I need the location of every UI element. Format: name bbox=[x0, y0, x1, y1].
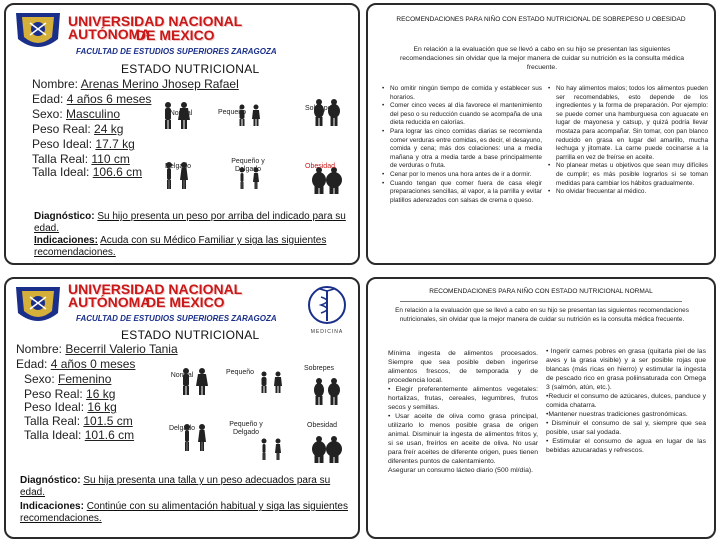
recommendations-left-column bbox=[388, 349, 538, 475]
recommendations-title: RECOMENDACIONES PARA NIÑO CON ESTADO NUTRICIONAL DE SOBREPESO U OBESIDAD bbox=[396, 16, 686, 23]
category-sobrepeso-label: Sobrepes bbox=[304, 365, 334, 372]
faculty-name: FACULTAD DE ESTUDIOS SUPERIORES ZARAGOZA bbox=[76, 314, 277, 323]
recommendations-title: RECOMENDACIONES PARA NIÑO CON ESTADO NUTRICIONAL NORMAL bbox=[429, 288, 653, 295]
talla-real-row: Talla Real: 110 cm bbox=[32, 152, 130, 166]
indicaciones-text: Continúe con su alimentación habitual y siga las siguientes recomendaciones. bbox=[20, 501, 348, 524]
list-item: •Reducir el consumo de azúcares, dulces, panduce y comida chatarra. bbox=[546, 393, 706, 409]
indicaciones-block: Indicaciones: Acuda con su Médico Familiar y siga las siguientes recomendaciones. bbox=[34, 235, 327, 258]
list-item: • Ingerir carnes pobres en grasa (quitarla piel de las aves y la grasa visible) y a ser posible rojas que blancas (más ricas en hierro) y estimular la ingesta de pescado rico en grasa poliinsaturada con Omega 3 (salmón, atún, etc.). bbox=[546, 348, 706, 391]
nutrition-card-1 bbox=[4, 3, 360, 265]
list-item: • Disminuir el consumo de sal y, siempre que sea posible, usar sal yodada. bbox=[546, 420, 706, 436]
unam-crest-icon bbox=[10, 283, 66, 329]
talla-real-row: Talla Real: 101.5 cm bbox=[24, 414, 133, 428]
diagnostico-text: Su hijo presenta un peso por arriba del indicado para su edad. bbox=[34, 211, 346, 234]
indicaciones-block: Indicaciones: Continúe con su alimentación habitual y siga las siguientes recomendaciones. bbox=[20, 501, 348, 524]
talla-ideal-value: 106.6 cm bbox=[92, 165, 143, 179]
child-silhouette-icon bbox=[174, 366, 214, 396]
nutrition-card-2 bbox=[4, 277, 360, 539]
edad-value: 4 años 6 meses bbox=[66, 92, 152, 106]
category-pequeno-delgado-label: Pequeño y Delgado bbox=[231, 158, 265, 173]
talla-real-value: 101.5 cm bbox=[83, 414, 133, 428]
list-item: Mínima ingesta de alimentos procesados. Siempre que sea posible deben ingerirse alimentos frescos, de temporada y de procedencia local. bbox=[388, 350, 538, 384]
edad-row: Edad: 4 años 6 meses bbox=[32, 92, 152, 106]
list-item: •Mantener nuestras tradiciones gastronómicas. bbox=[546, 411, 688, 418]
title-divider bbox=[400, 301, 682, 302]
category-normal-label: Normal bbox=[170, 372, 194, 379]
peso-ideal-value: 17.7 kg bbox=[95, 137, 135, 151]
recommendations-intro: En relación a la evaluación que se llevó a cabo en su hijo se presentan las siguientes recomendaciones sin olvidar que la mejor manera de cuidar su nutrición es la consulta médica frecuente. bbox=[399, 46, 685, 71]
peso-real-row: Peso Real: 16 kg bbox=[24, 387, 116, 401]
list-item: • Cenar por lo menos una hora antes de ir a dormir. bbox=[382, 171, 542, 180]
nombre-row: Nombre: Arenas Merino Jhosep Rafael bbox=[32, 77, 239, 91]
sexo-value: Femenino bbox=[58, 372, 112, 386]
list-item: • No omitir ningún tiempo de comida y establecer sus horarios. bbox=[382, 85, 542, 102]
university-name-line1: UNIVERSIDAD NACIONAL AUTÓNOMA bbox=[68, 281, 242, 310]
diagnostico-text: Su hija presenta una talla y un peso adecuados para su edad. bbox=[20, 475, 331, 498]
list-item: • No planear metas u objetivos que sean muy difíciles de cumplir; es más posible lograrlos si se toman medidas para cambiar los hábitos gradualmente. bbox=[548, 162, 708, 188]
obese-child-silhouette-icon bbox=[306, 434, 346, 464]
recommendations-intro: En relación a la evaluación que se llevó a cabo en su hijo se presentan las siguientes recomendaciones nutricionales, sin olvidar que la mejor manera de cuidar su nutrición es la consulta médica frecuente. bbox=[395, 307, 689, 323]
list-item: • Cuando tengan que comer fuera de casa elegir preparaciones sencillas, al vapor, a la parrilla y evitar platillos aderezados con salsas de crema o queso. bbox=[382, 180, 542, 206]
overweight-child-silhouette-icon bbox=[306, 376, 346, 406]
category-delgado-label: Delgado bbox=[164, 163, 192, 170]
category-obesidad-label: Obesidad bbox=[305, 163, 335, 170]
sexo-value: Masculino bbox=[66, 107, 121, 121]
diagnostico-block: Diagnóstico: Su hijo presenta un peso por arriba del indicado para su edad. bbox=[34, 211, 346, 234]
medicina-label: MEDICINA bbox=[310, 329, 344, 335]
edad-value: 4 años 0 meses bbox=[50, 357, 136, 371]
talla-ideal-row: Talla Ideal: 106.6 cm bbox=[32, 165, 143, 179]
nombre-row: Nombre: Becerril Valerio Tania bbox=[16, 342, 178, 356]
list-item: • No olvidar frecuentar al médico. bbox=[548, 188, 708, 197]
category-obesidad-label: Obesidad bbox=[307, 422, 337, 429]
sexo-row: Sexo: Femenino bbox=[24, 372, 112, 386]
peso-ideal-row: Peso Ideal: 17.7 kg bbox=[32, 137, 135, 151]
peso-real-row: Peso Real: 24 kg bbox=[32, 122, 124, 136]
nombre-value: Arenas Merino Jhosep Rafael bbox=[80, 77, 239, 91]
list-item: • No hay alimentos malos; todos los alimentos pueden ser recomendables, esto depende de los ingredientes y la forma de preparación. Por ejemplo: se puede comer una hamburguesa con aguacate en lugar de mayonesa y catsup, y quizá podría llevar mostaza para acompañar. Sin tomar, con pan blanco reducido en grasa en lugar del amarillo, mucha lechuga y jitomate. La carne puede cocinarse a la parrilla en vez de freírse en aceite. bbox=[548, 85, 708, 162]
category-pequeno-delgado-label: Pequeño y Delgado bbox=[229, 421, 263, 436]
sexo-row: Sexo: Masculino bbox=[32, 107, 121, 121]
recommendations-panel-overweight bbox=[366, 3, 716, 265]
talla-ideal-row: Talla Ideal: 101.6 cm bbox=[24, 428, 135, 442]
list-item: • Comer cinco veces al día favorece el mantenimiento del peso o su reducción cuando se acompaña de una dieta reducida en calorías. bbox=[382, 102, 542, 128]
list-item: • Elegir preferentemente alimentos vegetales: hortalizas, frutas, cereales, legumbres, frutos secos y semillas. bbox=[388, 386, 538, 411]
list-item: • Estimular el consumo de agua en lugar de las bebidas azucaradas y refrescos. bbox=[546, 438, 706, 454]
peso-ideal-value: 16 kg bbox=[87, 400, 117, 414]
category-sobrepeso-label: Sobrepes bbox=[305, 105, 335, 112]
talla-ideal-value: 101.6 cm bbox=[84, 428, 135, 442]
indicaciones-text: Acuda con su Médico Familiar y siga las siguientes recomendaciones. bbox=[34, 235, 327, 258]
faculty-name: FACULTAD DE ESTUDIOS SUPERIORES ZARAGOZA bbox=[76, 47, 277, 56]
diagnostico-block: Diagnóstico: Su hija presenta una talla y un peso adecuados para su edad. bbox=[20, 475, 331, 498]
talla-real-value: 110 cm bbox=[91, 152, 130, 166]
recommendations-right-column bbox=[546, 347, 706, 455]
nombre-value: Becerril Valerio Tania bbox=[65, 342, 178, 356]
list-item: • Para lograr las cinco comidas diarias se recomienda comer verduras entre comidas, es decir, el desayuno, comida y cena; más dos colaciones: una a media mañana y otra a media tarde a base principalmente de verduras o fruta. bbox=[382, 128, 542, 171]
edad-row: Edad: 4 años 0 meses bbox=[16, 357, 136, 371]
unam-crest-icon bbox=[10, 9, 66, 55]
peso-ideal-row: Peso Ideal: 16 kg bbox=[24, 400, 117, 414]
university-name-line2: DE MEXICO bbox=[136, 27, 215, 43]
estado-nutricional-title: ESTADO NUTRICIONAL bbox=[121, 62, 260, 76]
university-name-line1: UNIVERSIDAD NACIONAL AUTÓNOMA bbox=[68, 13, 242, 42]
category-delgado-label: Delgado bbox=[168, 425, 196, 432]
list-item: • Usar aceite de oliva como grasa principal, utilizarlo lo menos posible grasa de origen animal. Disminuir la ingesta de alimentos fritos y, si se usan, freírlos en aceite de oliva. No usar para freír aceites de diferente origen, pues tienen diferentes puntos de calentamiento. bbox=[388, 413, 538, 465]
category-normal-label: Normal bbox=[169, 110, 193, 117]
recommendations-panel-normal bbox=[366, 277, 716, 539]
list-item: Asegurar un consumo lácteo diario (500 ml/día). bbox=[388, 467, 534, 474]
estado-nutricional-title: ESTADO NUTRICIONAL bbox=[121, 328, 260, 342]
peso-real-value: 24 kg bbox=[94, 122, 124, 136]
category-pequeno-label: Pequeño bbox=[217, 109, 247, 116]
peso-real-value: 16 kg bbox=[86, 387, 116, 401]
recommendations-right-column bbox=[548, 85, 708, 197]
category-pequeno-label: Pequeño bbox=[225, 369, 255, 376]
recommendations-left-column bbox=[382, 85, 542, 205]
university-name-line2: DE MEXICO bbox=[146, 294, 225, 310]
